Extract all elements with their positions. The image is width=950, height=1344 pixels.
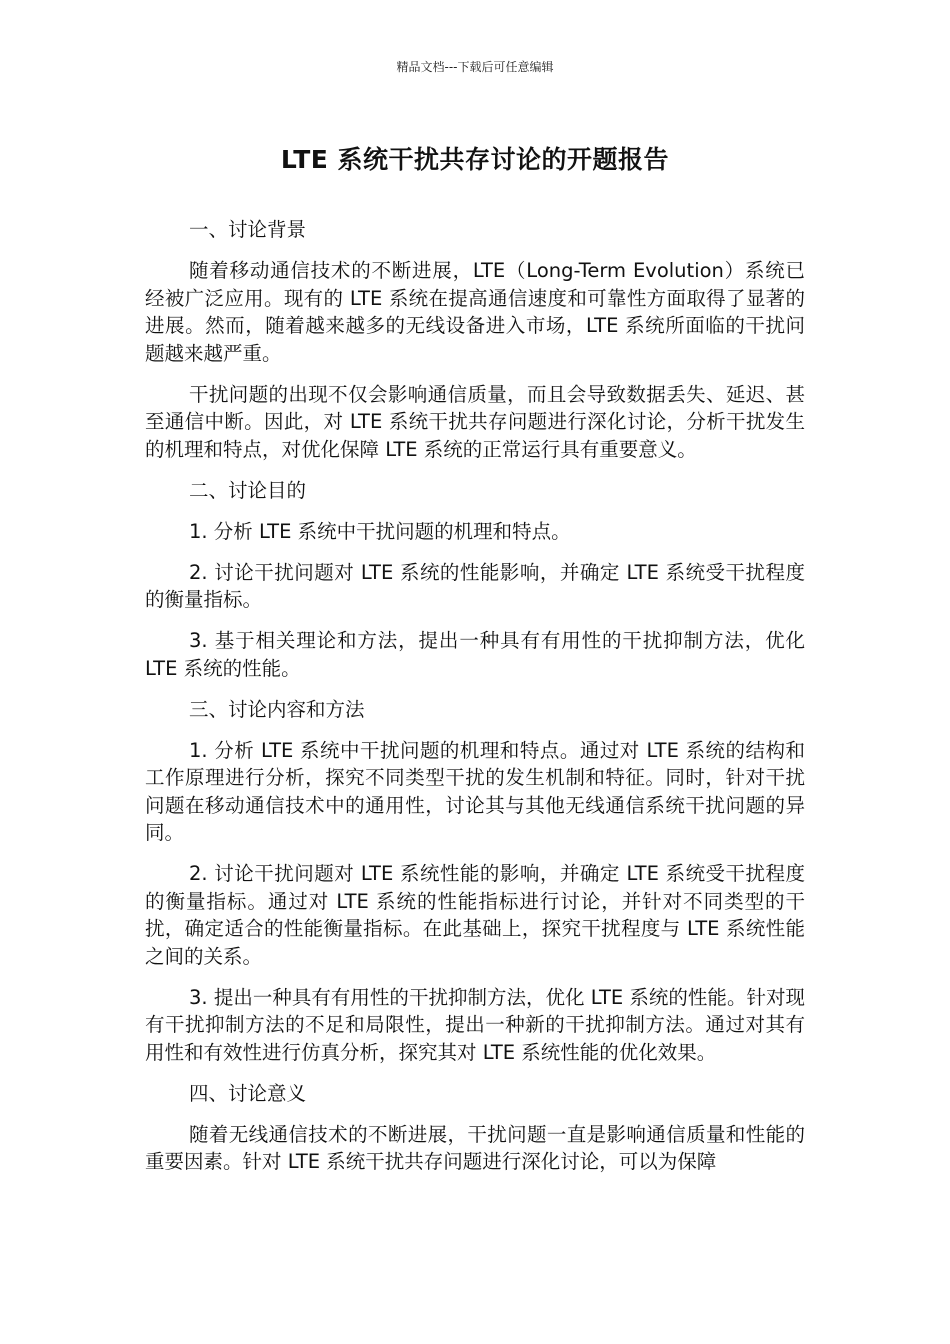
section-heading-significance: 四、讨论意义: [189, 1081, 307, 1105]
paragraph: 干扰问题的出现不仅会影响通信质量，而且会导致数据丢失、延迟、甚至通信中断。因此，对 LTE 系统干扰共存问题进行深化讨论，分析干扰发生的机理和特点，对优化保障 LTE 系统的正常运行具有重要意义。: [145, 382, 805, 461]
section-heading-purpose: 二、讨论目的: [189, 478, 307, 502]
list-item: 1. 分析 LTE 系统中干扰问题的机理和特点。通过对 LTE 系统的结构和工作原理进行分析，探究不同类型干扰的发生机制和特征。同时，针对干扰问题在移动通信技术中的通用性，讨论其与其他无线通信系统干扰问题的异同。: [145, 738, 805, 844]
paragraph: 随着无线通信技术的不断进展，干扰问题一直是影响通信质量和性能的重要因素。针对 LTE 系统干扰共存问题进行深化讨论，可以为保障: [145, 1122, 805, 1173]
document-title: LTE 系统干扰共存讨论的开题报告: [280, 145, 670, 174]
page-header: 精品文档---下载后可任意编辑: [396, 60, 554, 74]
list-item: 2. 讨论干扰问题对 LTE 系统性能的影响，并确定 LTE 系统受干扰程度的衡量指标。通过对 LTE 系统的性能指标进行讨论，并针对不同类型的干扰，确定适合的性能衡量指标。在此基础上，探究干扰程度与 LTE 系统性能之间的关系。: [145, 862, 805, 968]
document-body: [145, 216, 805, 1189]
list-item: 3. 提出一种具有有用性的干扰抑制方法，优化 LTE 系统的性能。针对现有干扰抑制方法的不足和局限性，提出一种新的干扰抑制方法。通过对其有用性和有效性进行仿真分析，探究其对 LTE 系统性能的优化效果。: [145, 985, 805, 1064]
list-item: 1. 分析 LTE 系统中干扰问题的机理和特点。: [189, 519, 571, 543]
list-item: 2. 讨论干扰问题对 LTE 系统的性能影响，并确定 LTE 系统受干扰程度的衡量指标。: [145, 560, 805, 611]
paragraph: 随着移动通信技术的不断进展，LTE（Long-Term Evolution）系统已经被广泛应用。现有的 LTE 系统在提高通信速度和可靠性方面取得了显著的进展。然而，随着越来越多的无线设备进入市场，LTE 系统所面临的干扰问题越来越严重。: [145, 259, 805, 365]
list-item: 3. 基于相关理论和方法，提出一种具有有用性的干扰抑制方法，优化 LTE 系统的性能。: [145, 629, 805, 680]
section-heading-background: 一、讨论背景: [189, 218, 307, 241]
section-heading-content-methods: 三、讨论内容和方法: [189, 697, 365, 721]
